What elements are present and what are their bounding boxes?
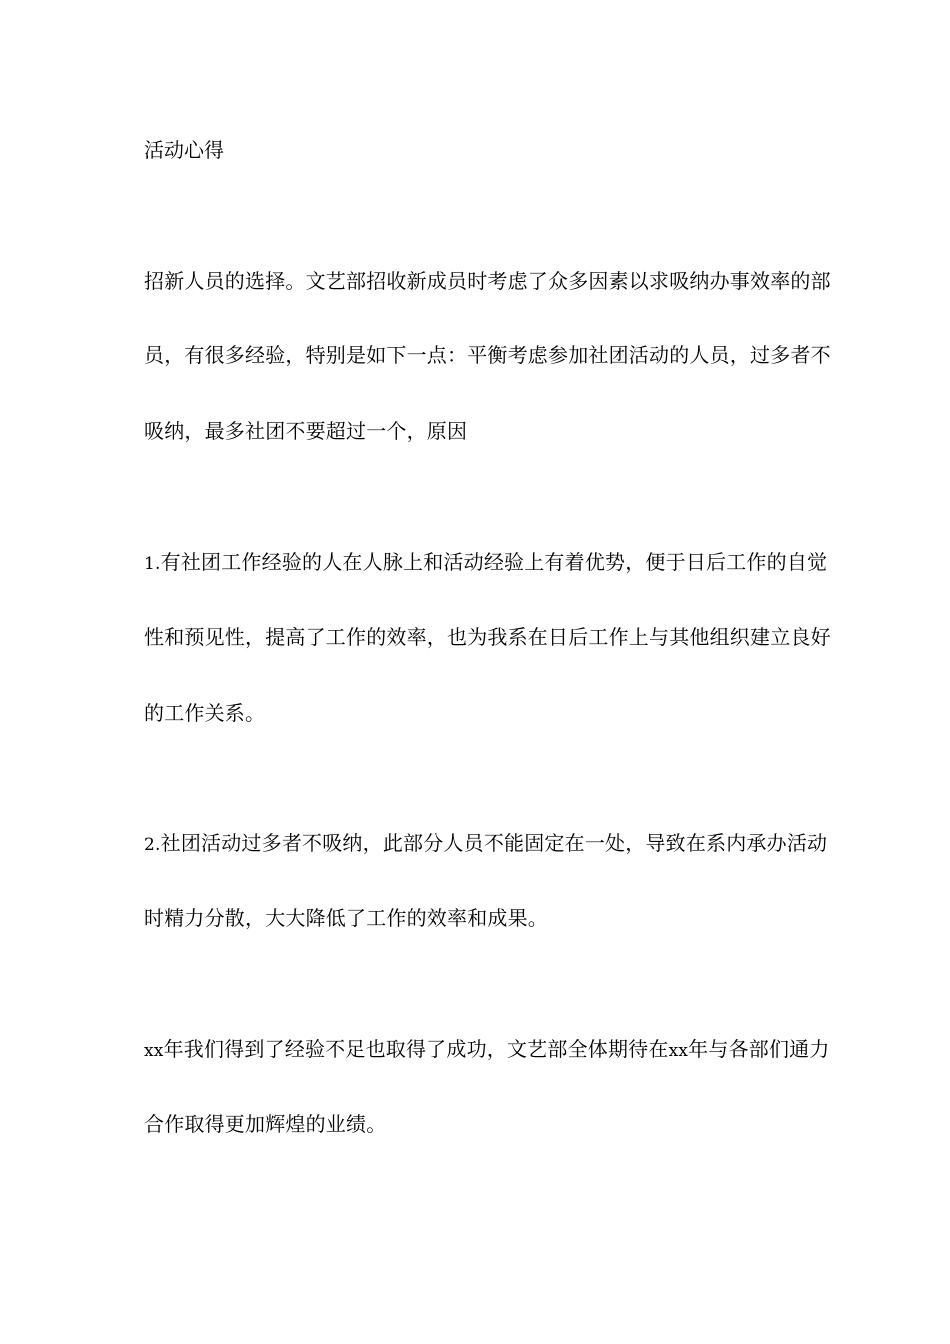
- paragraph-2-line-1: [144, 549, 827, 577]
- paragraph-1-line-1: 招新人员的选择。文艺部招收新成员时考虑了众多因素以求吸纳办事效率的部: [144, 269, 831, 293]
- paragraph-text: 年我们得到了经验不足也取得了成功，文艺部全体期待在: [163, 1037, 669, 1061]
- paragraph-2-line-3: 的工作关系。: [144, 701, 266, 725]
- paragraph-text: 社团活动过多者不吸纳，此部分人员不能固定在一处，导致在系内承办活动: [160, 831, 828, 855]
- list-number: 1.: [144, 554, 161, 574]
- paragraph-3-line-1: [144, 830, 827, 858]
- paragraph-4-line-2: 合作取得更加辉煌的业绩。: [144, 1112, 387, 1136]
- paragraph-text: 有社团工作经验的人在人脉上和活动经验上有着优势，便于日后工作的自觉: [160, 550, 828, 574]
- paragraph-2-line-2: 性和预见性，提高了工作的效率，也为我系在日后工作上与其他组织建立良好: [144, 625, 831, 649]
- paragraph-1-line-2: 员，有很多经验，特别是如下一点：平衡考虑参加社团活动的人员，过多者不: [144, 343, 831, 367]
- paragraph-3-line-2: 时精力分散，大大降低了工作的效率和成果。: [144, 906, 548, 930]
- paragraph-text: 年与各部们通力: [688, 1037, 830, 1061]
- year-placeholder: xx: [144, 1041, 164, 1061]
- document-title: 活动心得: [144, 138, 224, 162]
- paragraph-4-line-1: [144, 1036, 830, 1064]
- paragraph-1-line-3: 吸纳，最多社团不要超过一个，原因: [144, 419, 468, 443]
- year-placeholder: xx: [668, 1041, 689, 1061]
- list-number: 2.: [144, 835, 161, 855]
